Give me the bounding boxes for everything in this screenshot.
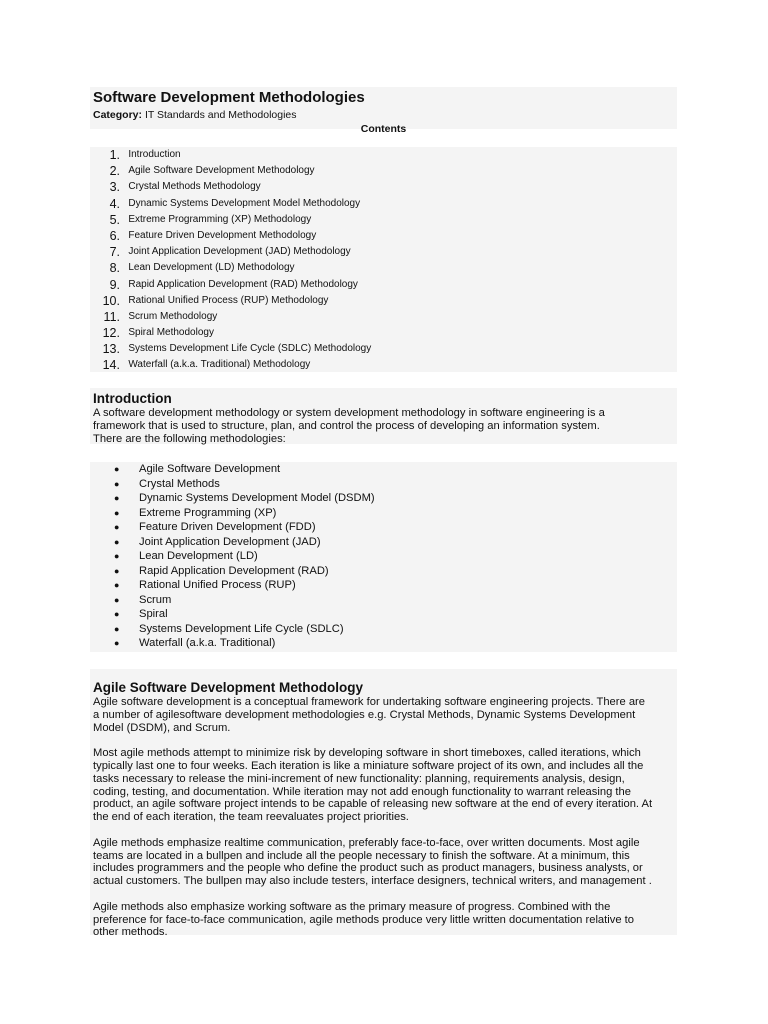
list-item-label: Rapid Application Development (RAD) bbox=[139, 564, 329, 577]
toc-item-number: 1. bbox=[109, 148, 120, 162]
toc-item-number: 9. bbox=[109, 277, 120, 292]
toc-item-number: 4. bbox=[109, 196, 120, 211]
introduction-line: framework that is used to structure, plan, and control the process of developing an information system. bbox=[93, 419, 600, 432]
agile-heading: Agile Software Development Methodology bbox=[93, 680, 364, 695]
list-item-label: Systems Development Life Cycle (SDLC) bbox=[139, 622, 344, 635]
toc-item-label: Lean Development (LD) Methodology bbox=[128, 262, 295, 274]
list-item bbox=[90, 636, 677, 651]
introduction-line: There are the following methodologies: bbox=[93, 432, 286, 445]
category-line bbox=[93, 108, 674, 122]
category-value: IT Standards and Methodologies bbox=[144, 109, 297, 121]
toc-item[interactable] bbox=[90, 277, 677, 293]
table-of-contents bbox=[90, 147, 677, 372]
list-item-label: Joint Application Development (JAD) bbox=[139, 535, 321, 548]
contents-heading: Contents bbox=[360, 123, 407, 135]
toc-item-number: 14. bbox=[102, 358, 120, 373]
paragraph-line: other methods. bbox=[93, 926, 168, 939]
paragraph-line: teams are located in a bullpen and include all the people necessary to finish the software. At a minimum, this bbox=[93, 849, 630, 862]
toc-item[interactable] bbox=[90, 325, 677, 341]
toc-item-number: 7. bbox=[109, 245, 120, 260]
toc-item[interactable] bbox=[90, 260, 677, 276]
toc-item-label: Rational Unified Process (RUP) Methodology bbox=[128, 294, 329, 306]
agile-section bbox=[90, 669, 677, 939]
introduction-heading: Introduction bbox=[93, 391, 172, 406]
bullet-icon: ● bbox=[114, 609, 120, 619]
toc-item-label: Waterfall (a.k.a. Traditional) Methodology bbox=[128, 359, 311, 371]
bullet-icon: ● bbox=[114, 580, 120, 590]
list-item-label: Feature Driven Development (FDD) bbox=[139, 521, 316, 533]
toc-list bbox=[90, 147, 677, 374]
toc-item-label: Rapid Application Development (RAD) Methodology bbox=[128, 278, 358, 290]
toc-item-number: 12. bbox=[102, 326, 120, 341]
toc-item[interactable] bbox=[90, 212, 677, 228]
list-item bbox=[90, 535, 677, 550]
list-item bbox=[90, 578, 677, 593]
toc-item-number: 10. bbox=[102, 293, 120, 308]
toc-item-label: Extreme Programming (XP) Methodology bbox=[128, 213, 312, 225]
list-item bbox=[90, 607, 677, 622]
toc-item[interactable] bbox=[90, 357, 677, 373]
list-item-label: Scrum bbox=[139, 593, 172, 606]
toc-item-number: 6. bbox=[109, 228, 120, 243]
toc-item-label: Scrum Methodology bbox=[128, 310, 218, 322]
list-item-label: Waterfall (a.k.a. Traditional) bbox=[139, 637, 276, 649]
toc-item-label: Feature Driven Development Methodology bbox=[128, 229, 317, 241]
paragraph-line: coding, testing, and documentation. While iteration may not add enough functionality to warrant releasing the bbox=[93, 785, 631, 798]
toc-item[interactable] bbox=[90, 309, 677, 325]
bullet-icon: ● bbox=[114, 478, 120, 489]
agile-paragraph-2 bbox=[93, 747, 674, 824]
paragraph-line: tasks necessary to release the mini-increment of new functionality: planning, requirements analysis, design, bbox=[93, 772, 625, 785]
list-item-label: Extreme Programming (XP) bbox=[139, 506, 277, 519]
toc-item-number: 8. bbox=[109, 261, 120, 276]
list-item-label: Crystal Methods bbox=[139, 477, 220, 490]
toc-item-label: Crystal Methods Methodology bbox=[128, 181, 261, 193]
list-item bbox=[90, 491, 677, 506]
list-item-label: Spiral bbox=[139, 608, 168, 620]
toc-item[interactable] bbox=[90, 163, 677, 179]
paragraph-line: includes programmers and the people who define the product such as product managers, business analysts, or bbox=[93, 862, 643, 875]
document-header bbox=[90, 87, 677, 135]
list-item bbox=[90, 520, 677, 535]
toc-item-label: Agile Software Development Methodology bbox=[128, 165, 315, 177]
toc-item-number: 2. bbox=[109, 164, 120, 179]
toc-item[interactable] bbox=[90, 293, 677, 309]
toc-item-number: 5. bbox=[109, 212, 120, 227]
page-title: Software Development Methodologies bbox=[93, 89, 365, 106]
introduction-line: A software development methodology or system development methodology in software engineering is a bbox=[93, 407, 605, 419]
toc-item-label: Dynamic Systems Development Model Methodology bbox=[128, 197, 361, 209]
list-item bbox=[90, 462, 677, 477]
paragraph-line: a number of agilesoftware development methodologies e.g. Crystal Methods, Dynamic Systems Development bbox=[93, 708, 636, 721]
agile-paragraph-1 bbox=[93, 696, 674, 734]
category-label: Category: bbox=[93, 109, 143, 121]
agile-paragraph-3 bbox=[93, 837, 674, 888]
bullet-icon: ● bbox=[114, 507, 120, 518]
list-item-label: Lean Development (LD) bbox=[139, 550, 258, 562]
list-item bbox=[90, 477, 677, 492]
list-item-label: Dynamic Systems Development Model (DSDM) bbox=[139, 492, 375, 504]
list-item bbox=[90, 622, 677, 637]
paragraph-line: Agile methods also emphasize working software as the primary measure of progress. Combined with the bbox=[93, 900, 611, 913]
bullet-icon: ● bbox=[114, 623, 120, 634]
toc-item-number: 3. bbox=[109, 180, 120, 195]
toc-item[interactable] bbox=[90, 244, 677, 260]
toc-item-label: Joint Application Development (JAD) Methodology bbox=[128, 246, 351, 258]
list-item-label: Agile Software Development bbox=[139, 463, 281, 475]
methodology-bullet-list bbox=[90, 462, 677, 652]
list-item bbox=[90, 593, 677, 608]
paragraph-line: actual customers. The bullpen may also include testers, interface designers, technical writers, and management . bbox=[93, 875, 652, 888]
toc-item[interactable] bbox=[90, 196, 677, 212]
paragraph-line: preference for face-to-face communication, agile methods produce very little written documentation relative to bbox=[93, 913, 634, 926]
toc-item-label: Introduction bbox=[128, 149, 181, 160]
document-page bbox=[90, 0, 677, 939]
paragraph-line: Agile methods emphasize realtime communication, preferably face-to-face, over written documents. Most agile bbox=[93, 836, 640, 849]
bullet-icon: ● bbox=[114, 565, 120, 576]
bullet-icon: ● bbox=[114, 464, 120, 474]
paragraph-line: Model (DSDM), and Scrum. bbox=[93, 721, 231, 734]
agile-paragraph-4 bbox=[93, 901, 674, 939]
list-item bbox=[90, 564, 677, 579]
list-item bbox=[90, 506, 677, 521]
toc-item-number: 13. bbox=[102, 342, 120, 357]
bullet-icon: ● bbox=[114, 522, 120, 532]
toc-item[interactable] bbox=[90, 228, 677, 244]
bullet-icon: ● bbox=[114, 594, 120, 605]
toc-item[interactable] bbox=[90, 147, 677, 163]
toc-item[interactable] bbox=[90, 341, 677, 357]
toc-item-number: 11. bbox=[103, 309, 120, 324]
toc-item-label: Spiral Methodology bbox=[128, 327, 214, 339]
bullet-icon: ● bbox=[114, 493, 120, 503]
list-item-label: Rational Unified Process (RUP) bbox=[139, 579, 296, 591]
bullet-icon: ● bbox=[114, 536, 120, 547]
introduction-section bbox=[90, 388, 677, 444]
paragraph-line: Agile software development is a conceptual framework for undertaking software engineering projects. There are bbox=[93, 696, 646, 708]
bullet-icon: ● bbox=[114, 551, 120, 561]
toc-item-label: Systems Development Life Cycle (SDLC) Methodology bbox=[128, 343, 372, 355]
paragraph-line: Most agile methods attempt to minimize risk by developing software in short timeboxes, called iterations, which bbox=[93, 747, 641, 760]
paragraph-line: the end of each iteration, the team reevaluates project priorities. bbox=[93, 811, 409, 824]
bullet-list bbox=[90, 462, 677, 651]
paragraph-line: typically last one to four weeks. Each iteration is like a miniature software project of its own, and includes all the bbox=[93, 759, 644, 772]
bullet-icon: ● bbox=[114, 638, 120, 648]
toc-item[interactable] bbox=[90, 179, 677, 195]
paragraph-line: product, an agile software project intends to be capable of releasing new software at the end of every iteration. At bbox=[93, 798, 653, 811]
list-item bbox=[90, 549, 677, 564]
